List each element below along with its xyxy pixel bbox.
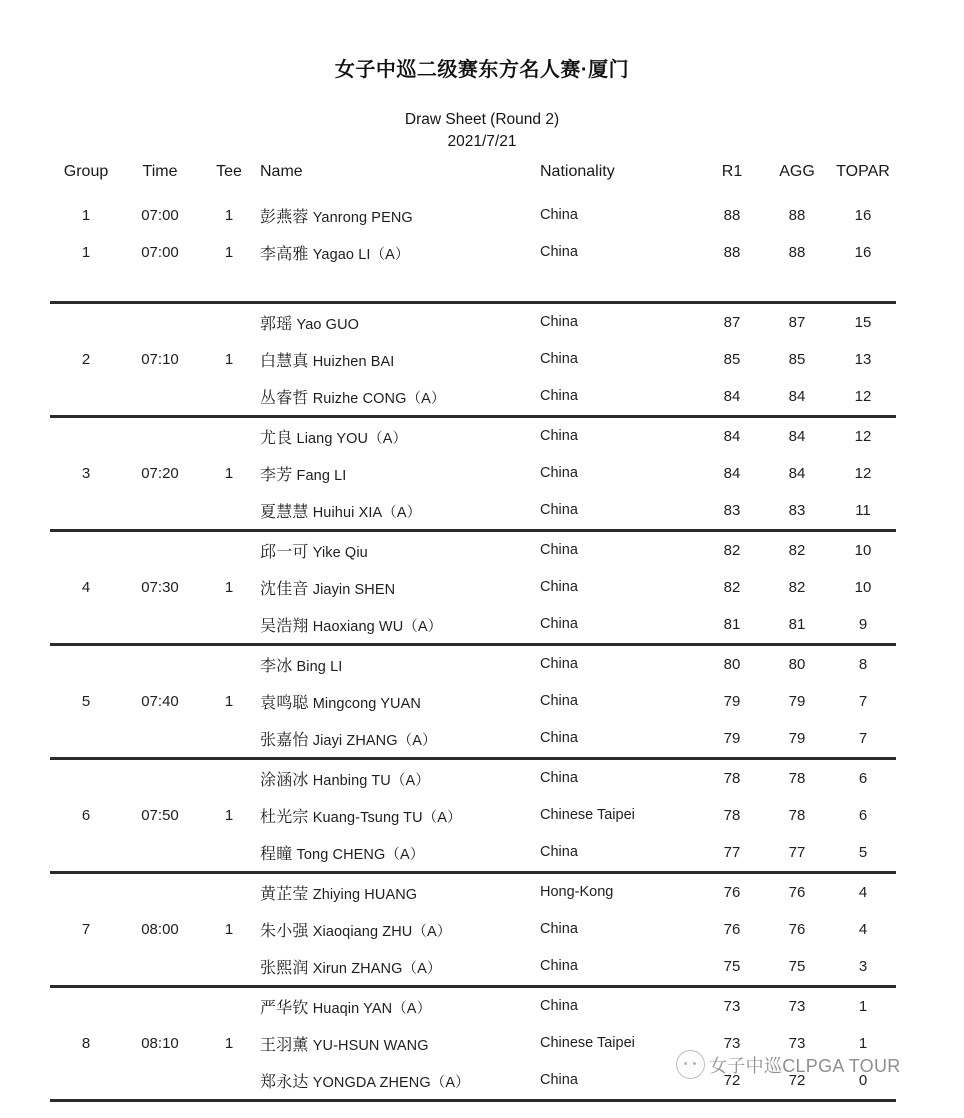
cell-topar: 4 bbox=[858, 920, 868, 938]
cell-agg: 88 bbox=[788, 206, 806, 224]
cell-nationality: China bbox=[540, 378, 700, 417]
cell-tee: 1 bbox=[224, 206, 234, 224]
player-name-en: Tong CHENG（A） bbox=[292, 846, 425, 863]
cell-player-name bbox=[260, 758, 540, 797]
table-row bbox=[50, 416, 896, 455]
cell-time bbox=[122, 1062, 198, 1101]
draw-table bbox=[50, 163, 896, 1102]
cell-agg: 84 bbox=[788, 427, 806, 445]
player-name-en: Hanbing TU（A） bbox=[308, 772, 430, 789]
cell-agg: 84 bbox=[764, 378, 830, 417]
cell-r1: 85 bbox=[723, 350, 741, 368]
player-name-en: Xiaoqiang ZHU（A） bbox=[308, 923, 452, 940]
player-name-en: Zhiying HUANG bbox=[308, 886, 418, 903]
table-row bbox=[50, 606, 896, 645]
column-header-r1: R1 bbox=[721, 162, 743, 180]
player-name-en: Jiayin SHEN bbox=[308, 581, 396, 598]
cell-r1: 84 bbox=[723, 464, 741, 482]
player-name-en: Huihui XIA（A） bbox=[308, 504, 422, 521]
cell-player-name bbox=[260, 1062, 540, 1101]
cell-r1: 73 bbox=[723, 1034, 741, 1052]
player-name-en: Xirun ZHANG（A） bbox=[308, 960, 442, 977]
cell-agg: 79 bbox=[788, 692, 806, 710]
cell-group bbox=[50, 872, 122, 911]
table-row bbox=[50, 911, 896, 948]
player-name-cn: 丛睿哲 bbox=[260, 389, 309, 407]
cell-group bbox=[50, 530, 122, 569]
spacer-cell bbox=[700, 271, 764, 303]
cell-topar: 1 bbox=[858, 1034, 868, 1052]
cell-player-name bbox=[260, 683, 540, 720]
cell-agg: 79 bbox=[764, 720, 830, 759]
table-row bbox=[50, 986, 896, 1025]
cell-tee bbox=[198, 302, 260, 341]
cell-time bbox=[122, 530, 198, 569]
player-name-en: Yanrong PENG bbox=[308, 209, 413, 226]
cell-agg: 72 bbox=[764, 1062, 830, 1101]
cell-topar: 6 bbox=[858, 806, 868, 824]
cell-r1: 82 bbox=[723, 578, 741, 596]
player-name-cn: 郑永达 bbox=[260, 1073, 309, 1091]
player-name-cn: 张嘉怡 bbox=[260, 731, 309, 749]
cell-group: 8 bbox=[81, 1034, 91, 1052]
cell-topar: 7 bbox=[858, 692, 868, 710]
cell-tee: 1 bbox=[224, 692, 234, 710]
player-name-cn: 涂涵冰 bbox=[260, 771, 309, 789]
cell-nationality: China bbox=[540, 720, 700, 759]
cell-nationality: China bbox=[540, 428, 578, 445]
cell-nationality: China bbox=[540, 770, 578, 787]
cell-r1: 75 bbox=[700, 948, 764, 987]
cell-group bbox=[50, 492, 122, 531]
cell-agg: 88 bbox=[788, 243, 806, 261]
player-name-cn: 杜光宗 bbox=[260, 808, 309, 826]
column-header-topar: TOPAR bbox=[836, 162, 890, 180]
cell-nationality: China bbox=[540, 579, 578, 596]
cell-group bbox=[50, 834, 122, 873]
cell-r1: 81 bbox=[700, 606, 764, 645]
table-row bbox=[50, 302, 896, 341]
cell-topar: 12 bbox=[854, 427, 872, 445]
cell-r1: 79 bbox=[723, 692, 741, 710]
cell-r1: 88 bbox=[723, 243, 741, 261]
spacer-cell bbox=[764, 271, 830, 303]
cell-nationality: China bbox=[540, 351, 578, 368]
cell-group bbox=[50, 416, 122, 455]
player-name-en: Huaqin YAN（A） bbox=[308, 1000, 432, 1017]
spacer-cell bbox=[830, 271, 896, 303]
cell-agg: 85 bbox=[788, 350, 806, 368]
table-row bbox=[50, 872, 896, 911]
table-header bbox=[50, 163, 896, 197]
player-name-en: Yao GUO bbox=[292, 316, 360, 333]
cell-time bbox=[122, 492, 198, 531]
table-row bbox=[50, 197, 896, 234]
cell-topar: 16 bbox=[854, 206, 872, 224]
table-row bbox=[50, 569, 896, 606]
player-name-en: Mingcong YUAN bbox=[308, 695, 421, 712]
cell-nationality: China bbox=[540, 693, 578, 710]
cell-time bbox=[122, 986, 198, 1025]
cell-agg: 76 bbox=[788, 920, 806, 938]
cell-group: 1 bbox=[81, 206, 91, 224]
cell-nationality: China bbox=[540, 834, 700, 873]
player-name-cn: 白慧真 bbox=[260, 352, 309, 370]
cell-topar: 6 bbox=[858, 769, 868, 787]
cell-player-name bbox=[260, 948, 540, 987]
cell-player-name bbox=[260, 416, 540, 455]
cell-agg: 82 bbox=[788, 541, 806, 559]
table-row bbox=[50, 1062, 896, 1101]
player-name-cn: 彭燕蓉 bbox=[260, 208, 309, 226]
cell-tee bbox=[198, 644, 260, 683]
cell-player-name bbox=[260, 644, 540, 683]
spacer-cell bbox=[540, 271, 700, 303]
player-name-en: YONGDA ZHENG（A） bbox=[308, 1074, 470, 1091]
cell-agg: 73 bbox=[788, 1034, 806, 1052]
cell-r1: 84 bbox=[700, 378, 764, 417]
cell-group: 5 bbox=[81, 692, 91, 710]
table-row bbox=[50, 378, 896, 417]
cell-tee: 1 bbox=[224, 578, 234, 596]
cell-nationality: China bbox=[540, 207, 578, 224]
player-name-cn: 吴浩翔 bbox=[260, 617, 309, 635]
player-name-cn: 严华钦 bbox=[260, 999, 309, 1017]
cell-player-name bbox=[260, 911, 540, 948]
cell-nationality: China bbox=[540, 314, 578, 331]
cell-topar: 3 bbox=[830, 948, 896, 987]
cell-topar: 10 bbox=[854, 578, 872, 596]
player-name-cn: 沈佳音 bbox=[260, 580, 309, 598]
header-row bbox=[50, 163, 896, 197]
cell-tee bbox=[198, 416, 260, 455]
table-row bbox=[50, 758, 896, 797]
cell-time: 07:20 bbox=[141, 464, 179, 482]
cell-agg: 75 bbox=[764, 948, 830, 987]
cell-nationality: Hong-Kong bbox=[540, 884, 614, 901]
cell-agg: 84 bbox=[788, 464, 806, 482]
cell-topar: 12 bbox=[830, 378, 896, 417]
cell-topar: 10 bbox=[854, 541, 872, 559]
cell-player-name bbox=[260, 234, 540, 271]
cell-r1: 72 bbox=[700, 1062, 764, 1101]
cell-nationality: China bbox=[540, 606, 700, 645]
cell-topar: 8 bbox=[858, 655, 868, 673]
cell-time: 08:00 bbox=[141, 920, 179, 938]
cell-agg: 73 bbox=[788, 997, 806, 1015]
cell-nationality: China bbox=[540, 656, 578, 673]
cell-tee: 1 bbox=[224, 1034, 234, 1052]
player-name-en: Bing LI bbox=[292, 658, 343, 675]
cell-time: 07:50 bbox=[141, 806, 179, 824]
cell-nationality: Chinese Taipei bbox=[540, 807, 635, 824]
cell-tee bbox=[198, 530, 260, 569]
column-header-time: Time bbox=[142, 162, 178, 180]
cell-tee bbox=[198, 758, 260, 797]
player-name-cn: 尤良 bbox=[260, 429, 293, 447]
cell-player-name bbox=[260, 378, 540, 417]
player-name-en: Fang LI bbox=[292, 467, 347, 484]
cell-tee bbox=[198, 1062, 260, 1101]
cell-time bbox=[122, 720, 198, 759]
cell-agg: 81 bbox=[764, 606, 830, 645]
cell-player-name bbox=[260, 197, 540, 234]
cell-player-name bbox=[260, 455, 540, 492]
cell-agg: 78 bbox=[788, 806, 806, 824]
cell-topar: 4 bbox=[858, 883, 868, 901]
cell-tee bbox=[198, 606, 260, 645]
cell-tee: 1 bbox=[224, 243, 234, 261]
cell-r1: 77 bbox=[700, 834, 764, 873]
cell-player-name bbox=[260, 302, 540, 341]
player-name-cn: 程瞳 bbox=[260, 845, 293, 863]
cell-player-name bbox=[260, 341, 540, 378]
title-block bbox=[0, 0, 964, 154]
cell-nationality: China bbox=[540, 921, 578, 938]
player-name-en: Haoxiang WU（A） bbox=[308, 618, 443, 635]
player-name-cn: 张熙润 bbox=[260, 959, 309, 977]
cell-player-name bbox=[260, 492, 540, 531]
cell-nationality: Chinese Taipei bbox=[540, 1035, 635, 1052]
cell-r1: 78 bbox=[723, 806, 741, 824]
player-name-cn: 李高雅 bbox=[260, 245, 309, 263]
cell-group: 1 bbox=[81, 243, 91, 261]
table-row bbox=[50, 492, 896, 531]
column-header-agg: AGG bbox=[779, 162, 815, 180]
player-name-cn: 李芳 bbox=[260, 466, 293, 484]
cell-r1: 79 bbox=[700, 720, 764, 759]
document-date: 2021/7/21 bbox=[447, 133, 517, 151]
cell-topar: 11 bbox=[830, 492, 896, 531]
cell-tee: 1 bbox=[224, 806, 234, 824]
table-row bbox=[50, 234, 896, 271]
cell-time bbox=[122, 948, 198, 987]
page-title: 女子中巡二级赛东方名人赛·厦门 bbox=[334, 59, 630, 81]
table-row bbox=[50, 797, 896, 834]
cell-group bbox=[50, 302, 122, 341]
table-row bbox=[50, 834, 896, 873]
player-name-cn: 李冰 bbox=[260, 657, 293, 675]
cell-r1: 82 bbox=[723, 541, 741, 559]
document-subtitle: Draw Sheet (Round 2) bbox=[404, 111, 560, 128]
player-name-cn: 袁鸣聪 bbox=[260, 694, 309, 712]
cell-tee bbox=[198, 948, 260, 987]
cell-r1: 78 bbox=[723, 769, 741, 787]
player-name-en: Kuang-Tsung TU（A） bbox=[308, 809, 462, 826]
cell-r1: 84 bbox=[723, 427, 741, 445]
cell-player-name bbox=[260, 569, 540, 606]
cell-topar: 9 bbox=[830, 606, 896, 645]
cell-tee: 1 bbox=[224, 920, 234, 938]
cell-agg: 78 bbox=[788, 769, 806, 787]
cell-nationality: China bbox=[540, 1062, 700, 1101]
cell-time bbox=[122, 834, 198, 873]
column-header-tee: Tee bbox=[216, 162, 242, 180]
player-name-en: Jiayi ZHANG（A） bbox=[308, 732, 437, 749]
cell-time: 07:30 bbox=[141, 578, 179, 596]
table-row bbox=[50, 948, 896, 987]
player-name-cn: 夏慧慧 bbox=[260, 503, 309, 521]
cell-agg: 87 bbox=[788, 313, 806, 331]
spacer-cell bbox=[198, 271, 260, 303]
cell-topar: 13 bbox=[854, 350, 872, 368]
player-name-cn: 朱小强 bbox=[260, 922, 309, 940]
player-name-cn: 王羽薰 bbox=[260, 1036, 309, 1054]
cell-tee: 1 bbox=[224, 350, 234, 368]
cell-player-name bbox=[260, 834, 540, 873]
cell-player-name bbox=[260, 986, 540, 1025]
cell-r1: 80 bbox=[723, 655, 741, 673]
group-spacer-row bbox=[50, 271, 896, 303]
cell-time: 07:40 bbox=[141, 692, 179, 710]
cell-time bbox=[122, 758, 198, 797]
cell-topar: 12 bbox=[854, 464, 872, 482]
subtitle-block bbox=[0, 109, 964, 154]
cell-group bbox=[50, 1062, 122, 1101]
cell-topar: 16 bbox=[854, 243, 872, 261]
cell-group: 3 bbox=[81, 464, 91, 482]
cell-group: 2 bbox=[81, 350, 91, 368]
player-name-en: Yagao LI（A） bbox=[308, 246, 410, 263]
spacer-cell bbox=[50, 271, 122, 303]
table-body bbox=[50, 197, 896, 1101]
cell-topar: 0 bbox=[830, 1062, 896, 1101]
cell-nationality: China bbox=[540, 542, 578, 559]
draw-table-container bbox=[50, 163, 896, 1102]
cell-nationality: China bbox=[540, 948, 700, 987]
player-name-en: Ruizhe CONG（A） bbox=[308, 390, 446, 407]
cell-player-name bbox=[260, 530, 540, 569]
cell-time bbox=[122, 872, 198, 911]
table-row bbox=[50, 341, 896, 378]
cell-tee bbox=[198, 834, 260, 873]
cell-group bbox=[50, 378, 122, 417]
cell-topar: 15 bbox=[854, 313, 872, 331]
cell-agg: 76 bbox=[788, 883, 806, 901]
player-name-en: YU-HSUN WANG bbox=[308, 1037, 429, 1054]
cell-tee bbox=[198, 720, 260, 759]
table-row bbox=[50, 1025, 896, 1062]
cell-nationality: China bbox=[540, 998, 578, 1015]
cell-group bbox=[50, 758, 122, 797]
cell-time bbox=[122, 378, 198, 417]
cell-r1: 88 bbox=[723, 206, 741, 224]
cell-time: 07:00 bbox=[141, 243, 179, 261]
player-name-cn: 邱一可 bbox=[260, 543, 309, 561]
table-row bbox=[50, 683, 896, 720]
cell-group bbox=[50, 948, 122, 987]
cell-time bbox=[122, 644, 198, 683]
cell-nationality: China bbox=[540, 244, 578, 261]
cell-group bbox=[50, 644, 122, 683]
cell-agg: 82 bbox=[788, 578, 806, 596]
cell-player-name bbox=[260, 872, 540, 911]
column-header-name: Name bbox=[260, 162, 303, 180]
table-row bbox=[50, 530, 896, 569]
cell-group bbox=[50, 986, 122, 1025]
cell-player-name bbox=[260, 606, 540, 645]
cell-agg: 77 bbox=[764, 834, 830, 873]
cell-time: 07:10 bbox=[141, 350, 179, 368]
spacer-cell bbox=[260, 271, 540, 303]
cell-r1: 73 bbox=[723, 997, 741, 1015]
cell-topar: 5 bbox=[830, 834, 896, 873]
column-header-group: Group bbox=[63, 162, 109, 180]
cell-agg: 83 bbox=[764, 492, 830, 531]
cell-nationality: China bbox=[540, 465, 578, 482]
cell-tee bbox=[198, 492, 260, 531]
cell-player-name bbox=[260, 720, 540, 759]
cell-r1: 76 bbox=[723, 920, 741, 938]
cell-tee bbox=[198, 872, 260, 911]
cell-r1: 76 bbox=[723, 883, 741, 901]
player-name-en: Liang YOU（A） bbox=[292, 430, 408, 447]
player-name-cn: 郭瑶 bbox=[260, 315, 293, 333]
column-header-nationality: Nationality bbox=[540, 162, 615, 180]
table-row bbox=[50, 720, 896, 759]
cell-time bbox=[122, 416, 198, 455]
cell-player-name bbox=[260, 1025, 540, 1062]
cell-topar: 1 bbox=[858, 997, 868, 1015]
cell-group: 6 bbox=[81, 806, 91, 824]
player-name-cn: 黄芷莹 bbox=[260, 885, 309, 903]
cell-group bbox=[50, 606, 122, 645]
cell-topar: 7 bbox=[830, 720, 896, 759]
cell-player-name bbox=[260, 797, 540, 834]
table-row bbox=[50, 455, 896, 492]
cell-tee bbox=[198, 986, 260, 1025]
player-name-en: Yike Qiu bbox=[308, 544, 368, 561]
cell-group bbox=[50, 720, 122, 759]
cell-group: 4 bbox=[81, 578, 91, 596]
watermark-label: 女子中巡CLPGA TOUR bbox=[709, 1055, 901, 1076]
cell-nationality: China bbox=[540, 492, 700, 531]
cell-time bbox=[122, 302, 198, 341]
cell-group: 7 bbox=[81, 920, 91, 938]
cell-tee bbox=[198, 378, 260, 417]
cell-time: 07:00 bbox=[141, 206, 179, 224]
cell-time bbox=[122, 606, 198, 645]
cell-r1: 83 bbox=[700, 492, 764, 531]
cell-r1: 87 bbox=[723, 313, 741, 331]
cell-time: 08:10 bbox=[141, 1034, 179, 1052]
cell-tee: 1 bbox=[224, 464, 234, 482]
table-row bbox=[50, 644, 896, 683]
player-name-en: Huizhen BAI bbox=[308, 353, 395, 370]
spacer-cell bbox=[122, 271, 198, 303]
cell-agg: 80 bbox=[788, 655, 806, 673]
